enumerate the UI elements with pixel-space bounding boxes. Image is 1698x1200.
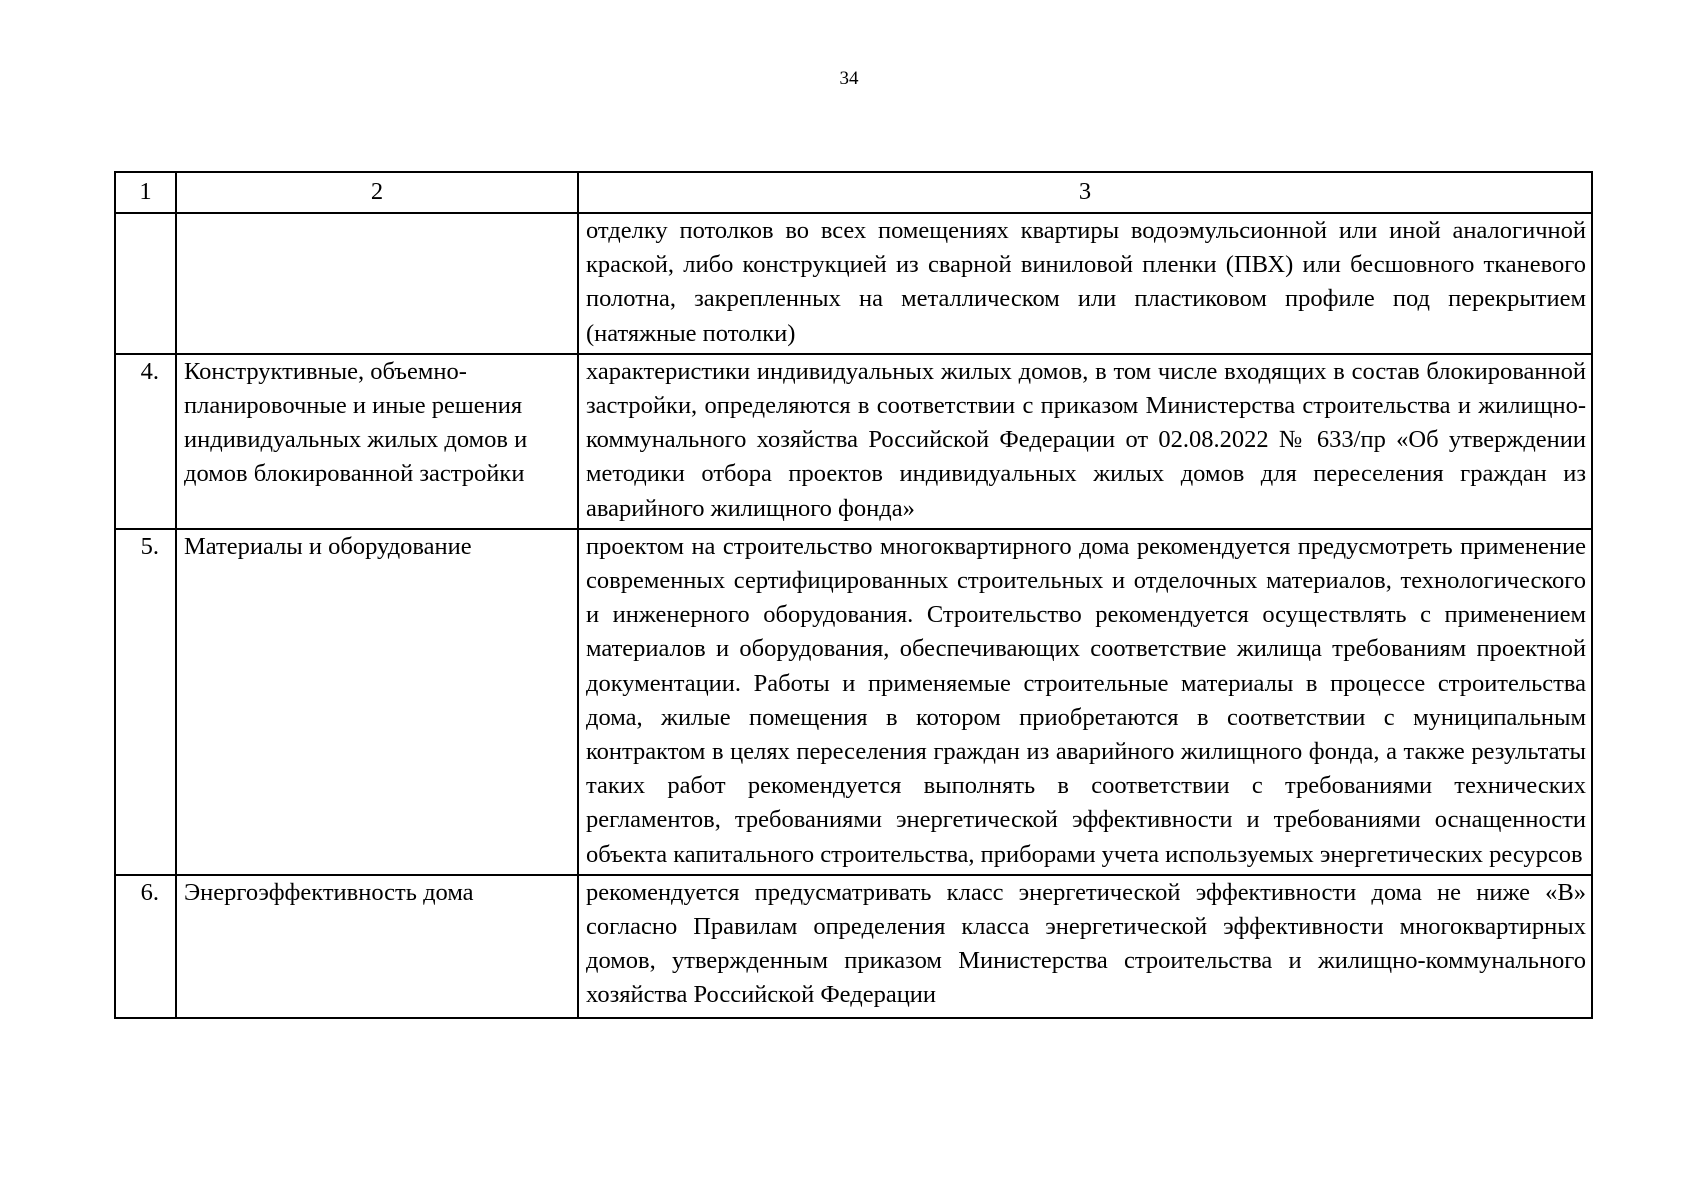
table-row bbox=[115, 213, 1592, 354]
table-row bbox=[115, 354, 1592, 529]
row-name: Конструктивные, объемно-планировочные и иные решения индивидуальных жилых домов и домов блокированной застройки bbox=[176, 354, 578, 529]
row-number bbox=[115, 213, 176, 354]
column-header-1: 1 bbox=[115, 172, 176, 213]
row-description: характеристики индивидуальных жилых домов, в том числе входящих в состав блокированной застройки, определяются в соответствии с приказом Министерства строительства и жилищно-коммунального хозяйства Российской Федерации от 02.08.2022 № 633/пр «Об утверждении методики отбора проектов индивидуальных жилых домов для переселения граждан из аварийного жилищного фонда» bbox=[578, 354, 1592, 529]
row-number: 5. bbox=[115, 529, 176, 875]
row-name: Энергоэффективность дома bbox=[176, 875, 578, 1018]
row-description: проектом на строительство многоквартирного дома рекомендуется предусмотреть применение современных сертифицированных строительных и отделочных материалов, технологического и инженерного оборудования. Строительство рекомендуется осуществлять с применением материалов и оборудования, обеспечивающих соответствие жилища требованиям проектной документации. Работы и применяемые строительные материалы в процессе строительства дома, жилые помещения в котором приобретаются в соответствии с муниципальным контрактом в целях переселения граждан из аварийного жилищного фонда, а также результаты таких работ рекомендуется выполнять в соответствии с требованиями технических регламентов, требованиями энергетической эффективности и требованиями оснащенности объекта капитального строительства, приборами учета используемых энергетических ресурсов bbox=[578, 529, 1592, 875]
column-header-3: 3 bbox=[578, 172, 1592, 213]
row-name: Материалы и оборудование bbox=[176, 529, 578, 875]
page-number: 34 bbox=[839, 68, 859, 89]
table-header-row bbox=[115, 172, 1592, 213]
row-number: 6. bbox=[115, 875, 176, 1018]
requirements-table bbox=[114, 171, 1593, 1019]
row-number: 4. bbox=[115, 354, 176, 529]
table-row bbox=[115, 529, 1592, 875]
column-header-2: 2 bbox=[176, 172, 578, 213]
table-row bbox=[115, 875, 1592, 1018]
row-name bbox=[176, 213, 578, 354]
row-description: отделку потолков во всех помещениях квартиры водоэмульсионной или иной аналогичной краской, либо конструкцией из сварной виниловой пленки (ПВХ) или бесшовного тканевого полотна, закрепленных на металлическом или пластиковом профиле под перекрытием (натяжные потолки) bbox=[578, 213, 1592, 354]
row-description: рекомендуется предусматривать класс энергетической эффективности дома не ниже «В» согласно Правилам определения класса энергетической эффективности многоквартирных домов, утвержденным приказом Министерства строительства и жилищно-коммунального хозяйства Российской Федерации bbox=[578, 875, 1592, 1018]
